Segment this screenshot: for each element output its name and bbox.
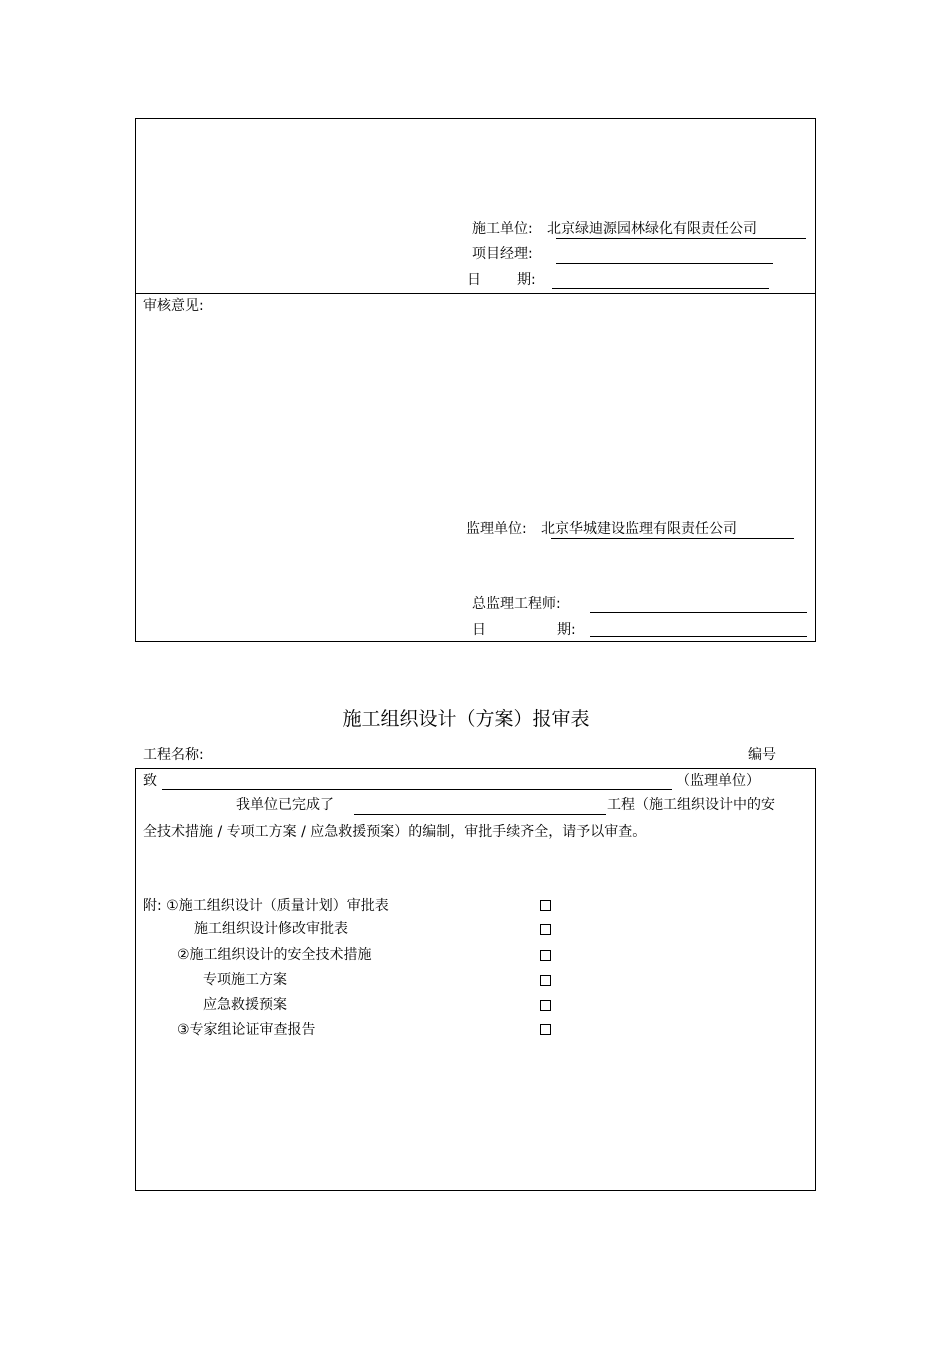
- attachment-checkbox[interactable]: [540, 1024, 551, 1035]
- serial-label: 编号: [748, 747, 776, 763]
- upper-form-divider: [135, 293, 816, 294]
- supervision-recipient-field[interactable]: [162, 789, 672, 790]
- upper-form-box: [135, 118, 816, 642]
- attachment-item: ③专家组论证审查报告: [177, 1022, 316, 1038]
- construction-unit-label: 施工单位:: [472, 221, 533, 237]
- attachment-checkbox[interactable]: [540, 1000, 551, 1011]
- review-opinion-label: 审核意见:: [143, 298, 204, 314]
- to-label: 致: [143, 773, 157, 789]
- construction-unit-underline: [556, 238, 806, 239]
- date2-label-char1: 日: [472, 622, 486, 638]
- project-manager-label: 项目经理:: [472, 246, 533, 262]
- supervision-unit-underline: [551, 538, 794, 539]
- attachment-item: 附: ①施工组织设计（质量计划）审批表: [143, 898, 389, 914]
- form-title: 施工组织设计（方案）报审表: [342, 708, 590, 730]
- project-name-label: 工程名称:: [143, 747, 204, 763]
- date2-label-char2: 期:: [557, 622, 576, 638]
- completed-suffix: 工程（施工组织设计中的安: [607, 797, 775, 813]
- attachment-item: ②施工组织设计的安全技术措施: [177, 947, 372, 963]
- attachment-item: 施工组织设计修改审批表: [194, 921, 348, 937]
- date-label-char2: 期:: [517, 272, 536, 288]
- completed-prefix: 我单位已完成了: [236, 797, 334, 813]
- attachment-item: 专项施工方案: [203, 972, 287, 988]
- project-name-field[interactable]: [354, 814, 606, 815]
- chief-engineer-field[interactable]: [590, 612, 807, 613]
- date-field[interactable]: [552, 288, 769, 289]
- supervision-suffix: （监理单位）: [676, 773, 760, 789]
- attachment-checkbox[interactable]: [540, 924, 551, 935]
- date2-field[interactable]: [590, 636, 807, 637]
- construction-unit-value: 北京绿迪源园林绿化有限责任公司: [547, 221, 757, 237]
- supervision-unit-value: 北京华城建设监理有限责任公司: [541, 521, 737, 537]
- sentence-line2: 全技术措施 / 专项工方案 / 应急救援预案）的编制，审批手续齐全，请予以审查。: [143, 824, 647, 840]
- attachment-checkbox[interactable]: [540, 950, 551, 961]
- supervision-unit-label: 监理单位:: [466, 521, 527, 537]
- attachment-checkbox[interactable]: [540, 900, 551, 911]
- chief-engineer-label: 总监理工程师:: [472, 596, 561, 612]
- attachment-item: 应急救援预案: [203, 997, 287, 1013]
- project-manager-field[interactable]: [556, 263, 773, 264]
- date-label-char1: 日: [467, 272, 481, 288]
- attachment-checkbox[interactable]: [540, 975, 551, 986]
